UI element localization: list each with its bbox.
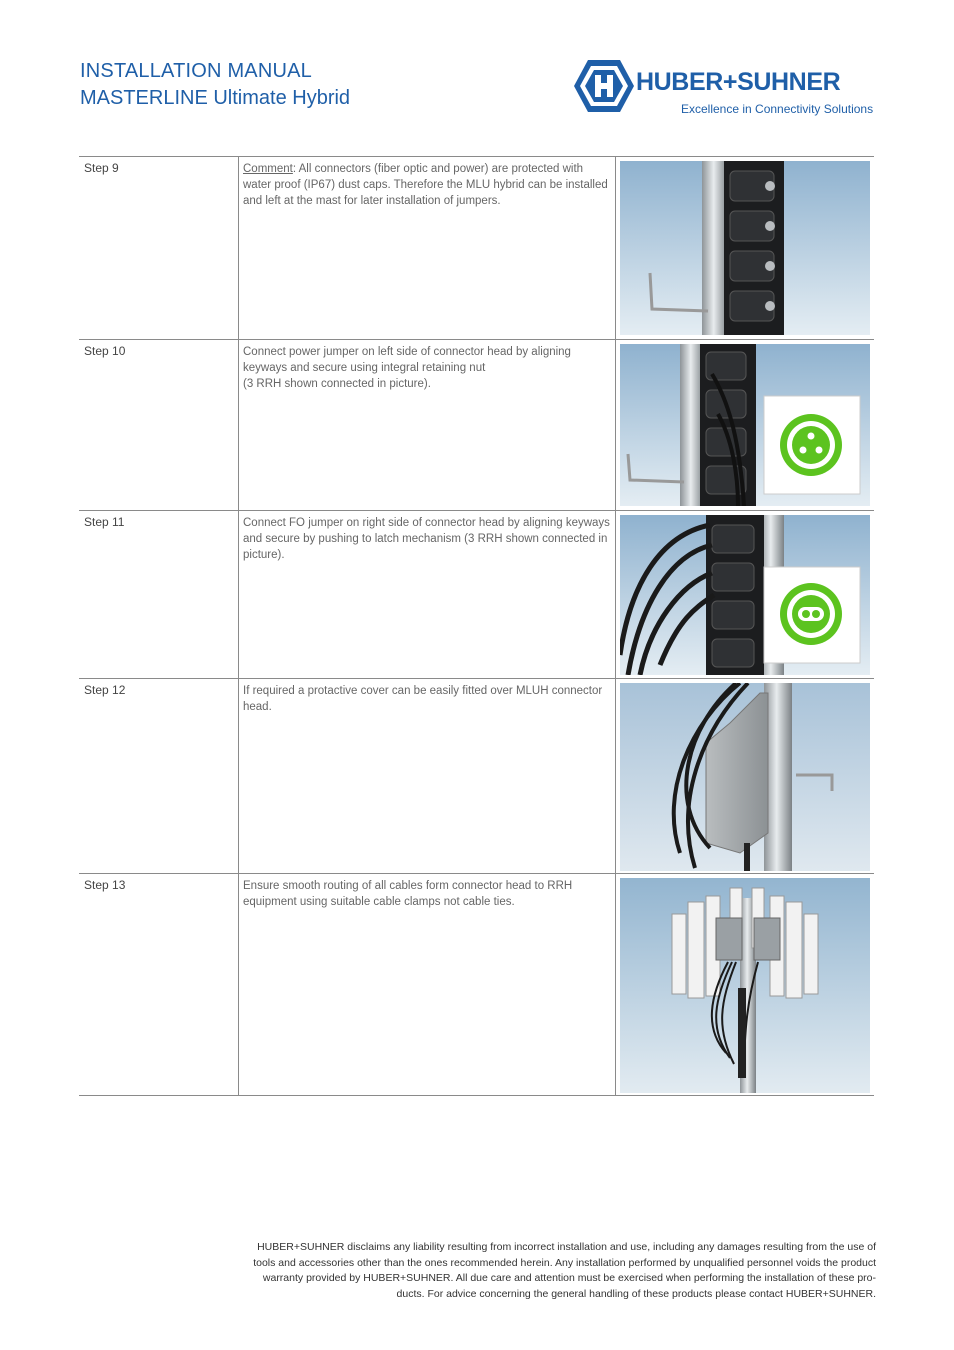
table-row: [79, 157, 874, 339]
disclaimer-line: HUBER+SUHNER disclaims any liability resulting from incorrect installation and use, including any damages resulting from the use of: [257, 1241, 876, 1253]
step-description: [243, 878, 613, 910]
step-description: [243, 683, 613, 715]
step-13-photo: [620, 878, 870, 1093]
logo-tagline: Excellence in Connectivity Solutions: [681, 102, 874, 116]
disclaimer-footer: [176, 1240, 876, 1302]
disclaimer-line: tools and accessories other than the ones recommended herein. Any installation performed by unqualified personnel voids the product: [253, 1256, 876, 1269]
fiber-connector-icon: [780, 583, 842, 645]
column-divider: [615, 340, 616, 510]
step-description: [243, 515, 613, 563]
column-divider: [615, 157, 616, 339]
step-label: Step 13: [84, 878, 126, 892]
step-description: [243, 161, 613, 209]
step-description: [243, 344, 613, 392]
step-text: Connect power jumper on left side of connector head by aligning keyways and secure using integral retaining nut: [243, 346, 571, 374]
logo-hexagon-icon: [574, 58, 634, 114]
step-10-photo: [620, 344, 870, 506]
step-label: Step 12: [84, 683, 126, 697]
step-label: Step 10: [84, 344, 126, 358]
comment-label: Comment: [243, 163, 293, 175]
table-row: [79, 678, 874, 873]
step-label: Step 11: [84, 515, 125, 529]
column-divider: [238, 511, 239, 678]
steps-table: [79, 156, 874, 1096]
document-title: [80, 58, 350, 112]
huber-suhner-logo: [574, 58, 874, 120]
table-row: [79, 339, 874, 510]
step-text: Ensure smooth routing of all cables form connector head to RRH equipment using suitable cable clamps not cable ties.: [243, 880, 573, 908]
disclaimer-line: ducts. For advice concerning the general handling of these products please contact HUBER+SUHNER.: [396, 1287, 876, 1300]
power-connector-icon: [780, 414, 842, 476]
title-line-1: INSTALLATION MANUAL: [80, 60, 312, 82]
title-line-2: MASTERLINE Ultimate Hybrid: [80, 87, 351, 109]
step-11-photo: [620, 515, 870, 675]
column-divider: [238, 874, 239, 1095]
column-divider: [615, 679, 616, 873]
step-text: : All connectors (fiber optic and power) are protected with water proof (IP67) dust caps. Therefore the MLU hybrid can be installed and left at the mast for later installation of jumpers.: [243, 163, 608, 207]
step-text: Connect FO jumper on right side of connector head by aligning keyways and secure by pushing to latch mechanism (3 RRH shown connected in picture).: [243, 517, 610, 561]
step-text: If required a protactive cover can be easily fitted over MLUH connector head.: [243, 685, 603, 713]
step-12-photo: [620, 683, 870, 871]
disclaimer-line: warranty provided by HUBER+SUHNER. All due care and attention must be exercised when performing the installation of these pro-: [262, 1272, 876, 1284]
logo-brand-text: HUBER+SUHNER: [636, 68, 841, 96]
step-label: Step 9: [84, 161, 119, 175]
table-row: [79, 873, 874, 1095]
step-9-photo: [620, 161, 870, 335]
column-divider: [615, 511, 616, 678]
table-row: [79, 510, 874, 678]
step-text-note: (3 RRH shown connected in picture).: [243, 378, 431, 390]
column-divider: [615, 874, 616, 1095]
column-divider: [238, 679, 239, 873]
column-divider: [238, 157, 239, 339]
column-divider: [238, 340, 239, 510]
